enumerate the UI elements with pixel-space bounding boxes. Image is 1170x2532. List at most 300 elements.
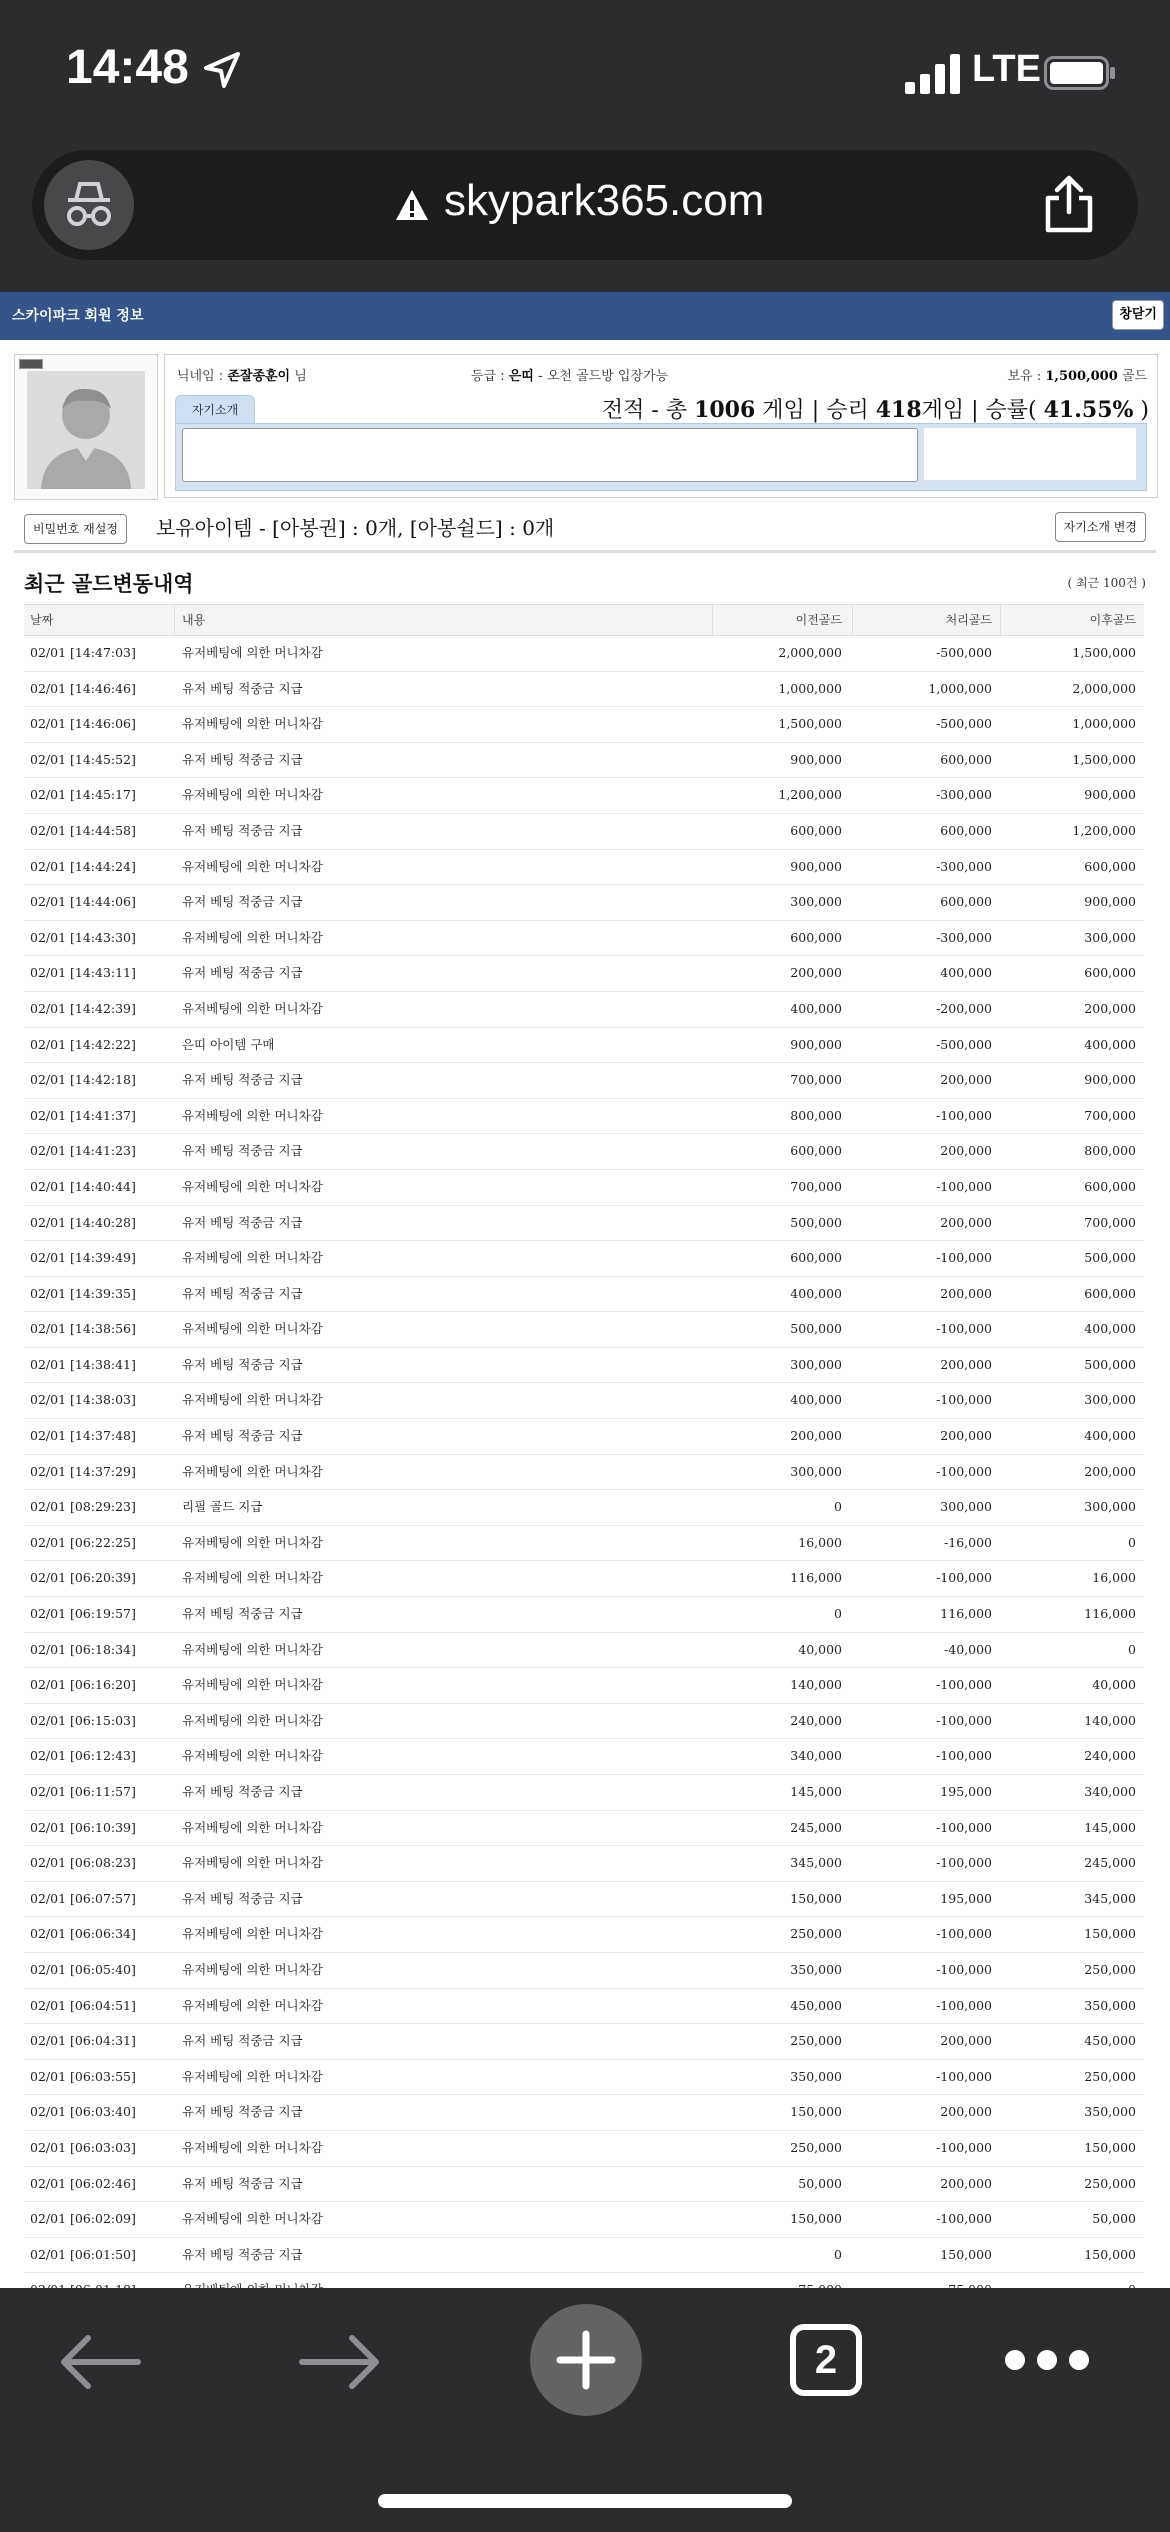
row-change-gold: 200,000 [940,2104,992,2120]
row-date: 02/01 [14:37:29] [30,1463,136,1479]
row-change-gold: 600,000 [940,894,992,910]
row-date: 02/01 [14:46:46] [30,680,136,696]
table-row [24,2024,1144,2060]
row-prev-gold: 600,000 [790,822,842,838]
table-row [24,885,1144,921]
row-date: 02/01 [14:44:24] [30,858,136,874]
row-date: 02/01 [14:42:18] [30,1072,136,1088]
row-description: 유저베팅에 의한 머니차감 [182,1321,323,1337]
table-row [24,1241,1144,1277]
row-after-gold: 500,000 [1084,1356,1136,1372]
row-date: 02/01 [06:12:43] [30,1748,136,1764]
row-change-gold: -100,000 [936,2211,992,2227]
grade-row: 등급 : 은띠 - 오천 골드방 입장가능 [471,369,669,384]
row-prev-gold: 1,500,000 [778,716,842,732]
row-change-gold: -100,000 [936,1748,992,1764]
url-text[interactable]: skypark365.com [444,176,765,225]
row-date: 02/01 [14:45:52] [30,751,136,767]
row-change-gold: -100,000 [936,1250,992,1266]
history-title: 최근 골드변동내역 [24,572,194,596]
row-prev-gold: 150,000 [790,2104,842,2120]
row-description: 유저베팅에 의한 머니차감 [182,1961,323,1977]
header-change-gold: 처리골드 [945,613,992,627]
row-description: 유저베팅에 의한 머니차감 [182,1107,323,1123]
holdings: 1,500,000 [1045,369,1118,384]
row-date: 02/01 [06:18:34] [30,1641,136,1657]
table-row [24,2167,1144,2203]
table-row [24,1455,1144,1491]
row-date: 02/01 [14:41:37] [30,1107,136,1123]
row-change-gold: -100,000 [936,1570,992,1586]
row-description: 유저 베팅 적중금 지급 [182,751,303,767]
row-after-gold: 245,000 [1084,1855,1136,1871]
row-change-gold: -300,000 [936,929,992,945]
table-row [24,1099,1144,1135]
row-prev-gold: 50,000 [798,2175,842,2191]
row-date: 02/01 [14:44:58] [30,822,136,838]
row-date: 02/01 [14:40:44] [30,1178,136,1194]
row-description: 은띠 아이템 구매 [182,1036,275,1052]
row-description: 유저 베팅 적중금 지급 [182,894,303,910]
row-change-gold: 200,000 [940,1285,992,1301]
row-after-gold: 1,200,000 [1072,822,1136,838]
row-after-gold: 150,000 [1084,2246,1136,2262]
row-change-gold: -100,000 [936,1677,992,1693]
address-bar[interactable] [32,150,1138,260]
row-change-gold: -100,000 [936,1107,992,1123]
table-row [24,2238,1144,2274]
row-after-gold: 116,000 [1084,1606,1136,1622]
row-description: 유저 베팅 적중금 지급 [182,1285,303,1301]
row-change-gold: -300,000 [936,858,992,874]
row-description: 유저베팅에 의한 머니차감 [182,1748,323,1764]
row-change-gold: -100,000 [936,1178,992,1194]
row-date: 02/01 [14:37:48] [30,1428,136,1444]
table-row [24,1668,1144,1704]
win-rate: 41.55% [1043,397,1134,423]
row-description: 유저 베팅 적중금 지급 [182,1072,303,1088]
row-prev-gold: 900,000 [790,751,842,767]
divider [174,605,175,635]
row-prev-gold: 600,000 [790,1250,842,1266]
row-date: 02/01 [06:06:34] [30,1926,136,1942]
row-after-gold: 2,000,000 [1072,680,1136,696]
table-row [24,1277,1144,1313]
row-date: 02/01 [08:29:23] [30,1499,136,1515]
row-after-gold: 50,000 [1092,2211,1136,2227]
row-after-gold: 600,000 [1084,1285,1136,1301]
row-after-gold: 600,000 [1084,858,1136,874]
row-after-gold: 250,000 [1084,2068,1136,2084]
row-prev-gold: 40,000 [798,1641,842,1657]
forward-arrow-icon[interactable] [298,2332,382,2392]
close-window-button[interactable]: 창닫기 [1112,300,1164,330]
table-row [24,778,1144,814]
table-row [24,2202,1144,2238]
more-icon[interactable] [1004,2348,1090,2372]
row-change-gold: -100,000 [936,2139,992,2155]
row-date: 02/01 [14:45:17] [30,787,136,803]
row-description: 유저 베팅 적중금 지급 [182,2104,303,2120]
row-prev-gold: 0 [834,2246,842,2262]
row-prev-gold: 0 [834,1606,842,1622]
row-change-gold: 200,000 [940,1214,992,1230]
incognito-icon[interactable] [44,160,134,250]
table-row [24,707,1144,743]
row-description: 유저베팅에 의한 머니차감 [182,1000,323,1016]
new-tab-button[interactable] [530,2304,642,2416]
table-row [24,1561,1144,1597]
row-description: 유저 베팅 적중금 지급 [182,680,303,696]
row-after-gold: 16,000 [1092,1570,1136,1586]
row-change-gold: -40,000 [944,1641,992,1657]
table-row [24,1348,1144,1384]
row-after-gold: 900,000 [1084,1072,1136,1088]
row-change-gold: -100,000 [936,1855,992,1871]
row-prev-gold: 150,000 [790,1890,842,1906]
row-description: 유저베팅에 의한 머니차감 [182,1855,323,1871]
table-row [24,1526,1144,1562]
row-prev-gold: 200,000 [790,965,842,981]
row-change-gold: -500,000 [936,716,992,732]
row-prev-gold: 145,000 [790,1784,842,1799]
row-prev-gold: 350,000 [790,1961,842,1977]
row-description: 유저베팅에 의한 머니차감 [182,1392,323,1408]
row-date: 02/01 [14:46:06] [30,716,136,732]
total-games: 1006 [694,397,756,423]
row-change-gold: -200,000 [936,1000,992,1016]
row-prev-gold: 200,000 [790,1428,842,1444]
table-row [24,1633,1144,1669]
badge-icon [19,359,43,369]
nickname-row: 닉네임 : 존잘종훈이 님 [177,369,307,384]
row-date: 02/01 [14:43:11] [30,965,136,981]
row-change-gold: 195,000 [940,1890,992,1906]
table-row [24,1312,1144,1348]
table-body[interactable] [24,636,1144,2288]
tab-self-introduction[interactable]: 자기소개 [175,395,255,424]
row-date: 02/01 [06:08:23] [30,1855,136,1871]
row-description: 유저 베팅 적중금 지급 [182,822,303,838]
owned-items: 보유아이템 - [아봉권] : 0개, [아봉쉴드] : 0개 [156,516,555,540]
self-introduction-input[interactable] [182,428,918,482]
row-description: 유저베팅에 의한 머니차감 [182,1677,323,1693]
row-date: 02/01 [06:10:39] [30,1819,136,1835]
divider [1000,605,1001,635]
row-after-gold: 800,000 [1084,1143,1136,1159]
row-prev-gold: 0 [834,1499,842,1515]
divider [14,550,1156,553]
row-date: 02/01 [14:42:39] [30,1000,136,1016]
row-description: 유저베팅에 의한 머니차감 [182,1819,323,1835]
gold-history-table [24,604,1144,2288]
tabs-icon[interactable]: 2 [790,2324,862,2396]
row-after-gold: 400,000 [1084,1321,1136,1337]
table-row [24,1882,1144,1918]
row-date: 02/01 [06:01:50] [30,2246,136,2262]
self-introduction-side [924,428,1136,480]
table-row [24,1953,1144,1989]
row-description: 유저 베팅 적중금 지급 [182,2033,303,2049]
row-after-gold: 600,000 [1084,965,1136,981]
row-after-gold: 145,000 [1084,1819,1136,1835]
header-description: 내용 [182,613,206,627]
row-description: 유저 베팅 적중금 지급 [182,1606,303,1622]
row-change-gold: 200,000 [940,1356,992,1372]
row-change-gold: -500,000 [936,645,992,660]
warning-icon [394,188,430,222]
browser-top-chrome [0,0,1170,292]
row-change-gold: -100,000 [936,1392,992,1408]
table-row [24,743,1144,779]
row-description: 유저 베팅 적중금 지급 [182,1356,303,1372]
battery-icon [1044,56,1116,90]
row-date: 02/01 [14:38:41] [30,1356,136,1372]
row-after-gold: 1,000,000 [1072,716,1136,732]
row-prev-gold: 1,000,000 [778,680,842,696]
edit-introduction-button[interactable]: 자기소개 변경 [1055,512,1146,542]
row-description: 유저 베팅 적중금 지급 [182,2246,303,2262]
grade: 은띠 [508,369,534,384]
row-change-gold: 600,000 [940,751,992,767]
row-date: 02/01 [06:03:55] [30,2068,136,2084]
row-description: 유저 베팅 적중금 지급 [182,1214,303,1230]
row-after-gold: 500,000 [1084,1250,1136,1266]
row-description: 리필 골드 지급 [182,1499,263,1515]
profile-image-box [14,354,158,500]
row-date: 02/01 [14:38:56] [30,1321,136,1337]
row-date: 02/01 [06:03:40] [30,2104,136,2120]
table-row [24,992,1144,1028]
row-change-gold: -100,000 [936,1463,992,1479]
row-change-gold: 200,000 [940,1428,992,1444]
row-description: 유저베팅에 의한 머니차감 [182,1570,323,1586]
table-row [24,2095,1144,2131]
row-prev-gold: 600,000 [790,929,842,945]
row-after-gold: 40,000 [1092,1677,1136,1693]
row-change-gold: 116,000 [940,1606,992,1622]
row-change-gold: 600,000 [940,822,992,838]
holdings-row: 보유 : 1,500,000 골드 [1007,369,1147,384]
table-row [24,956,1144,992]
table-row [24,1170,1144,1206]
page-title: 스카이파크 회원 정보 [12,308,144,324]
row-date: 02/01 [14:40:28] [30,1214,136,1230]
row-description: 유저베팅에 의한 머니차감 [182,858,323,874]
row-date: 02/01 [14:43:30] [30,929,136,945]
row-prev-gold: 150,000 [790,2211,842,2227]
row-description: 유저베팅에 의한 머니차감 [182,1534,323,1550]
back-arrow-icon[interactable] [58,2332,142,2392]
table-row [24,1989,1144,2025]
row-date: 02/01 [14:44:06] [30,894,136,910]
avatar [27,371,145,489]
reset-password-button[interactable]: 비밀번호 재설정 [24,514,127,544]
row-after-gold: 150,000 [1084,2139,1136,2155]
wins: 418 [875,397,922,423]
self-introduction-panel [175,423,1147,491]
row-prev-gold: 340,000 [790,1748,842,1764]
table-row [24,1063,1144,1099]
row-after-gold: 300,000 [1084,929,1136,945]
row-date: 02/01 [06:04:51] [30,1997,136,2013]
row-prev-gold: 300,000 [790,894,842,910]
row-description: 유저 베팅 적중금 지급 [182,965,303,981]
row-change-gold: -100,000 [936,1712,992,1728]
row-change-gold: -100,000 [936,2068,992,2084]
row-description: 유저 베팅 적중금 지급 [182,1890,303,1906]
row-prev-gold: 250,000 [790,1926,842,1942]
row-prev-gold: 1,200,000 [778,787,842,803]
divider [852,605,853,635]
row-after-gold: 600,000 [1084,1178,1136,1194]
row-change-gold: -100,000 [936,1819,992,1835]
row-description: 유저베팅에 의한 머니차감 [182,787,323,803]
row-description: 유저베팅에 의한 머니차감 [182,645,323,660]
row-prev-gold: 300,000 [790,1463,842,1479]
row-prev-gold: 250,000 [790,2139,842,2155]
row-change-gold: 200,000 [940,1072,992,1088]
table-row [24,1419,1144,1455]
row-after-gold: 200,000 [1084,1000,1136,1016]
row-date: 02/01 [06:07:57] [30,1890,136,1906]
status-time: 14:48 [66,41,189,94]
row-date: 02/01 [06:03:03] [30,2139,136,2155]
home-indicator [378,2494,792,2508]
table-row [24,1739,1144,1775]
table-row [24,814,1144,850]
table-row [24,1704,1144,1740]
row-description: 유저 베팅 적중금 지급 [182,2175,303,2191]
row-after-gold: 250,000 [1084,2175,1136,2191]
row-change-gold: -100,000 [936,1321,992,1337]
row-after-gold: 900,000 [1084,787,1136,803]
header-after-gold: 이후골드 [1089,613,1136,627]
row-after-gold: 250,000 [1084,1961,1136,1977]
row-change-gold: 200,000 [940,2175,992,2191]
table-row [24,1028,1144,1064]
table-row [24,850,1144,886]
row-prev-gold: 600,000 [790,1143,842,1159]
row-prev-gold: 400,000 [790,1000,842,1016]
row-after-gold: 240,000 [1084,1748,1136,1764]
row-description: 유저베팅에 의한 머니차감 [182,1463,323,1479]
row-prev-gold: 800,000 [790,1107,842,1123]
row-after-gold: 300,000 [1084,1392,1136,1408]
row-prev-gold: 116,000 [790,1570,842,1586]
row-date: 02/01 [06:15:03] [30,1712,136,1728]
row-change-gold: 1,000,000 [928,680,992,696]
table-row [24,1134,1144,1170]
row-date: 02/01 [14:39:49] [30,1250,136,1266]
row-date: 02/01 [14:47:03] [30,645,136,660]
row-prev-gold: 400,000 [790,1285,842,1301]
table-header [24,604,1144,636]
nickname: 존잘종훈이 [227,369,291,384]
row-date: 02/01 [06:04:31] [30,2033,136,2049]
row-after-gold: 1,500,000 [1072,751,1136,767]
history-note: ( 최근 100건 ) [1067,576,1146,590]
row-description: 유저베팅에 의한 머니차감 [182,716,323,732]
row-prev-gold: 900,000 [790,1036,842,1052]
share-icon[interactable] [1042,174,1096,234]
plus-icon [556,2330,616,2390]
row-change-gold: 400,000 [940,965,992,981]
row-prev-gold: 2,000,000 [778,645,842,660]
row-prev-gold: 700,000 [790,1072,842,1088]
row-date: 02/01 [14:38:03] [30,1392,136,1408]
row-description: 유저베팅에 의한 머니차감 [182,1712,323,1728]
row-change-gold: -100,000 [936,1961,992,1977]
signal-icon [905,54,961,94]
row-change-gold: -300,000 [936,787,992,803]
row-prev-gold: 300,000 [790,1356,842,1372]
row-description: 유저베팅에 의한 머니차감 [182,929,323,945]
row-prev-gold: 500,000 [790,1321,842,1337]
row-change-gold: 200,000 [940,2033,992,2049]
row-after-gold: 350,000 [1084,1997,1136,2013]
row-after-gold: 1,500,000 [1072,645,1136,660]
game-record: 전적 - 총 1006 게임 | 승리 418게임 | 승률( 41.55% ) [601,397,1149,423]
row-description: 유저베팅에 의한 머니차감 [182,1926,323,1942]
row-prev-gold: 350,000 [790,2068,842,2084]
table-row [24,1811,1144,1847]
row-change-gold: -100,000 [936,1926,992,1942]
table-row [24,921,1144,957]
table-row [24,2060,1144,2096]
row-after-gold: 140,000 [1084,1712,1136,1728]
row-prev-gold: 400,000 [790,1392,842,1408]
row-change-gold: 300,000 [940,1499,992,1515]
browser-toolbar [0,2288,1170,2532]
table-row [24,1206,1144,1242]
row-date: 02/01 [06:22:25] [30,1534,136,1550]
table-row [24,1775,1144,1811]
row-prev-gold: 240,000 [790,1712,842,1728]
row-description: 유저 베팅 적중금 지급 [182,1784,303,1799]
table-row [24,2131,1144,2167]
table-row [24,1597,1144,1633]
row-date: 02/01 [06:02:46] [30,2175,136,2191]
row-change-gold: 150,000 [940,2246,992,2262]
row-description: 유저베팅에 의한 머니차감 [182,1997,323,2013]
row-description: 유저 베팅 적중금 지급 [182,1143,303,1159]
row-after-gold: 0 [1128,1641,1136,1657]
row-prev-gold: 700,000 [790,1178,842,1194]
row-after-gold: 200,000 [1084,1463,1136,1479]
network-type: LTE [972,48,1041,90]
row-description: 유저베팅에 의한 머니차감 [182,1641,323,1657]
row-date: 02/01 [06:19:57] [30,1606,136,1622]
divider [712,605,713,635]
row-date: 02/01 [06:20:39] [30,1570,136,1586]
table-row [24,672,1144,708]
table-row [24,1383,1144,1419]
row-prev-gold: 140,000 [790,1677,842,1693]
member-info-box [164,354,1158,498]
table-row [24,1917,1144,1953]
row-prev-gold: 250,000 [790,2033,842,2049]
row-after-gold: 700,000 [1084,1107,1136,1123]
row-date: 02/01 [06:16:20] [30,1677,136,1693]
row-prev-gold: 16,000 [798,1534,842,1550]
row-after-gold: 300,000 [1084,1499,1136,1515]
row-change-gold: 200,000 [940,1143,992,1159]
row-description: 유저베팅에 의한 머니차감 [182,1250,323,1266]
row-prev-gold: 245,000 [790,1819,842,1835]
row-description: 유저베팅에 의한 머니차감 [182,2139,323,2155]
row-date: 02/01 [14:39:35] [30,1285,136,1301]
